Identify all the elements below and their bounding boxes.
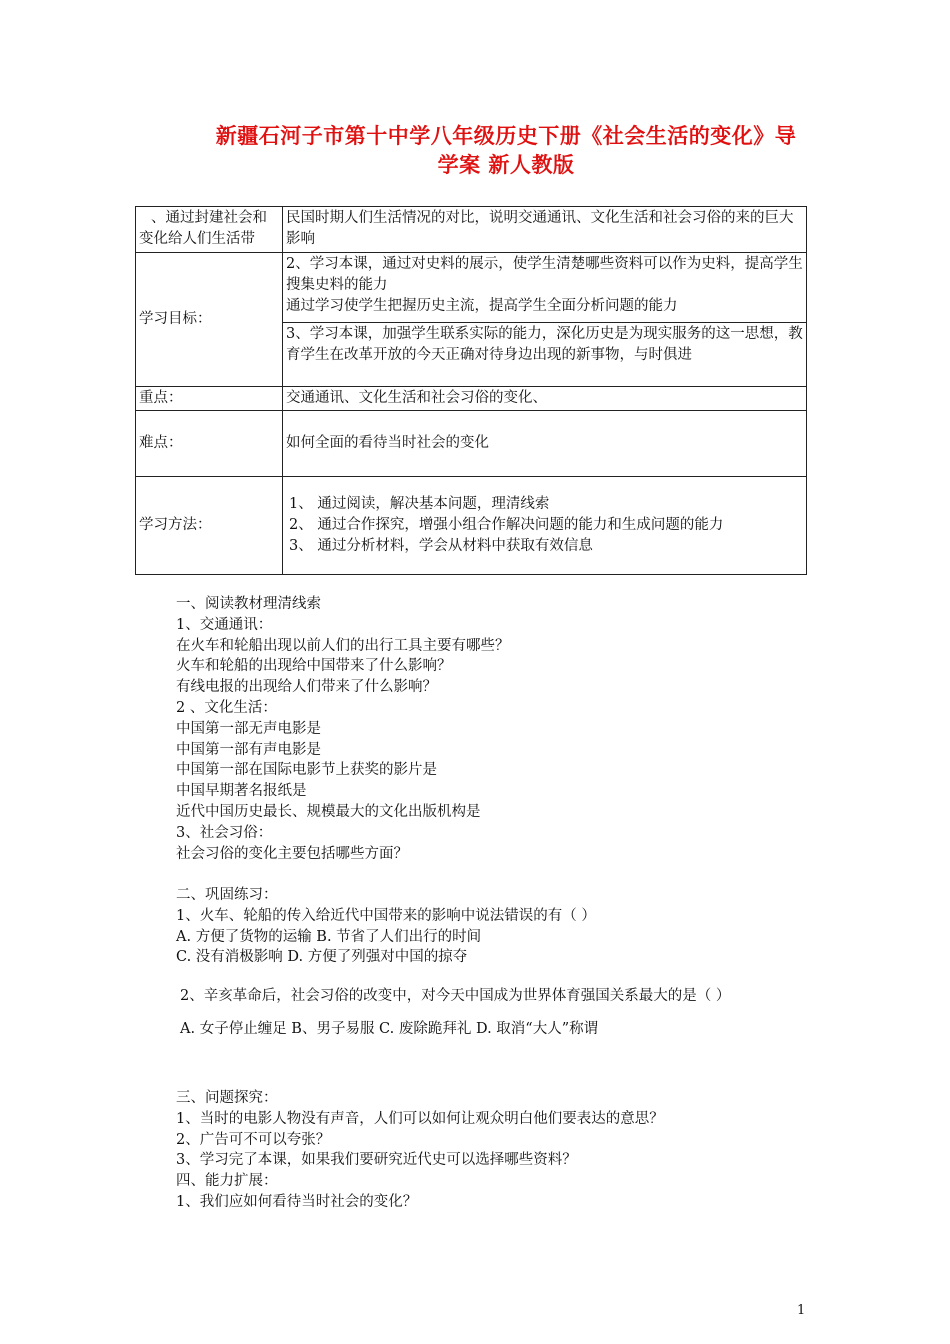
part3-line: 3、学习完了本课，如果我们要研究近代史可以选择哪些资料？ (176, 1152, 577, 1169)
learning-goals-table (135, 206, 807, 575)
part3-line: 2、广告可不可以夸张？ (176, 1131, 331, 1148)
part1-line: 中国第一部有声电影是 (176, 741, 321, 758)
part4-heading: 四、能力扩展： (176, 1173, 278, 1190)
part1-line: 1、交通通讯： (176, 616, 273, 633)
method-item: 1、 通过阅读，解决基本问题，理清线索 (289, 496, 550, 512)
difficulty-label: 难点： (136, 411, 283, 477)
method-label: 学习方法： (136, 477, 283, 575)
part2-heading: 二、巩固练习： (176, 887, 278, 903)
goal1-left-cell: 、通过封建社会和变化给人们生活带 (136, 207, 283, 253)
key-point-label: 重点： (136, 387, 283, 411)
goal2-text-a: 2、学习本课，通过对史料的展示，使学生清楚哪些资料可以作为史料，提高学生搜集史料的能力 (286, 256, 803, 293)
part1-line: 社会习俗的变化主要包括哪些方面？ (176, 845, 408, 862)
title-line-1: 新疆石河子市第十中学八年级历史下册《社会生活的变化》导 (215, 124, 797, 148)
goal2-text-b: 通过学习使学生把握历史主流，提高学生全面分析问题的能力 (286, 298, 678, 314)
goal-label: 学习目标： (136, 253, 283, 387)
part1-line: 2 、文化生活： (176, 699, 277, 716)
method-item: 3、 通过分析材料，学会从材料中获取有效信息 (289, 538, 593, 554)
part1-section (176, 594, 816, 864)
question-2-options: A. 女子停止缠足 B、男子易服 C. 废除跪拜礼 D. 取消“大人”称谓 (180, 1021, 599, 1037)
question-2-options-block (180, 1019, 820, 1040)
question-2-block (180, 986, 820, 1007)
part1-line: 中国早期著名报纸是 (176, 783, 307, 800)
part1-line: 近代中国历史最长、规模最大的文化出版机构是 (176, 803, 481, 820)
goal2-cell (283, 253, 807, 323)
document-title (196, 122, 816, 180)
method-item: 2、 通过合作探究，增强小组合作解决问题的能力和生成问题的能力 (289, 517, 724, 533)
key-point-value: 交通通讯、文化生活和社会习俗的变化、 (283, 387, 807, 411)
question-2: 2、辛亥革命后，社会习俗的改变中，对今天中国成为世界体育强国关系最大的是（ ） (180, 988, 731, 1004)
goal3-cell: 3、学习本课，加强学生联系实际的能力，深化历史是为现实服务的这一思想，教育学生在改革开放的今天正确对待身边出现的新事物，与时俱进 (283, 323, 807, 387)
page-number: 1 (797, 1303, 806, 1318)
goal1-right-cell: 民国时期人们生活情况的对比，说明交通通讯、文化生活和社会习俗的来的巨大影响 (283, 207, 807, 253)
part3-heading: 三、问题探究： (176, 1090, 278, 1106)
part3-section (176, 1088, 816, 1213)
difficulty-value: 如何全面的看待当时社会的变化 (283, 411, 807, 477)
question-1: 1、火车、轮船的传入给近代中国带来的影响中说法错误的有（ ） (176, 907, 596, 924)
part1-heading: 一、阅读教材理清线索 (176, 596, 321, 612)
part1-line: 有线电报的出现给人们带来了什么影响？ (176, 679, 437, 696)
part3-line: 1、当时的电影人物没有声音，人们可以如何让观众明白他们要表达的意思？ (176, 1110, 664, 1127)
part1-line: 火车和轮船的出现给中国带来了什么影响？ (176, 658, 452, 675)
part2-section (176, 885, 816, 968)
part1-line: 中国第一部在国际电影节上获奖的影片是 (176, 762, 437, 779)
part1-line: 在火车和轮船出现以前人们的出行工具主要有哪些？ (176, 637, 510, 654)
part4-line: 1、我们应如何看待当时社会的变化？ (176, 1193, 418, 1210)
title-line-2: 学案 新人教版 (437, 153, 575, 177)
question-1-options-cd: C. 没有消极影响 D. 方便了列强对中国的掠夺 (176, 949, 468, 966)
part1-line: 3、社会习俗： (176, 824, 273, 841)
question-1-options-ab: A. 方便了货物的运输 B. 节省了人们出行的时间 (176, 928, 482, 945)
method-list (283, 477, 807, 575)
part1-line: 中国第一部无声电影是 (176, 720, 321, 737)
